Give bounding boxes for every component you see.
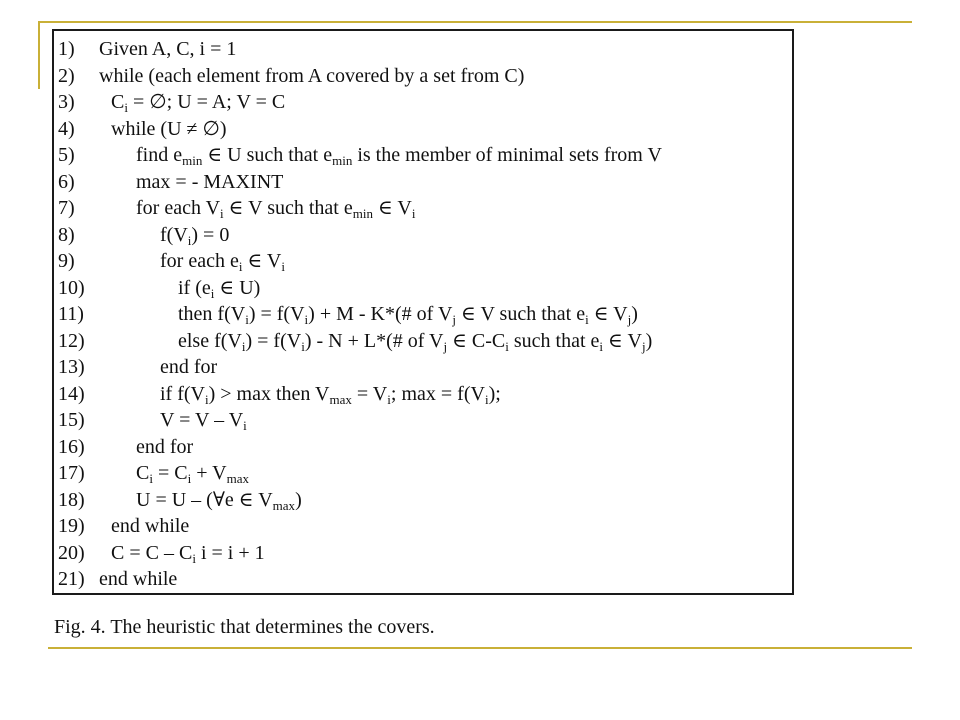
line-number: 3) bbox=[58, 91, 75, 113]
line-number: 5) bbox=[58, 144, 75, 166]
pseudocode-text: $C_i = C_i + V_{max}$ bbox=[136, 462, 249, 486]
line-number: 2) bbox=[58, 64, 75, 87]
pseudocode-text: Given A, C, i = 1 bbox=[99, 38, 237, 60]
line-number: 12) bbox=[58, 329, 85, 352]
pseudocode-text: end while bbox=[99, 568, 178, 590]
pseudocode-text: while (each element from A covered by a set from C) bbox=[99, 64, 525, 87]
line-number: 20) bbox=[58, 541, 85, 564]
pseudocode-text: U = U – (∀e ∈ $V_{max}$) bbox=[136, 488, 302, 513]
pseudocode-text: while (U ≠ ∅) bbox=[111, 117, 227, 140]
line-number: 1) bbox=[58, 38, 75, 60]
line-number: 15) bbox=[58, 409, 85, 431]
line-number: 8) bbox=[58, 223, 75, 246]
algorithm-box bbox=[52, 29, 794, 595]
line-number: 7) bbox=[58, 197, 75, 219]
line-number: 21) bbox=[58, 568, 85, 590]
slide-bottom-rule bbox=[48, 647, 912, 649]
line-number: 16) bbox=[58, 435, 85, 458]
pseudocode-text: $C_i$ = ∅; U = A; V = C bbox=[111, 91, 286, 115]
line-number: 14) bbox=[58, 382, 85, 405]
figure-caption: Fig. 4. The heuristic that determines the covers. bbox=[54, 616, 435, 638]
pseudocode-text: find $e_{min}$ ∈ U such that $e_{min}$ is the member of minimal sets from V bbox=[136, 144, 662, 168]
pseudocode-text: end for bbox=[160, 356, 218, 378]
slide-top-rule bbox=[38, 21, 912, 23]
pseudocode-text: $f(V_i) = 0$ bbox=[160, 223, 230, 248]
slide-left-rule bbox=[38, 21, 40, 89]
line-number: 19) bbox=[58, 515, 85, 537]
line-number: 9) bbox=[58, 250, 75, 272]
pseudocode-text: end while bbox=[111, 515, 190, 537]
pseudocode-text: $C = C - C_i$ i = i + 1 bbox=[111, 541, 265, 566]
line-number: 6) bbox=[58, 170, 75, 193]
pseudocode-text: max = - MAXINT bbox=[136, 170, 284, 193]
pseudocode-text: end for bbox=[136, 435, 194, 458]
line-number: 18) bbox=[58, 488, 85, 511]
pseudocode-text: for each $e_i$ ∈ $V_i$ bbox=[160, 250, 285, 274]
line-number: 4) bbox=[58, 117, 75, 140]
pseudocode-text: if ($e_i$ ∈ U) bbox=[178, 276, 261, 301]
pseudocode-text: if $f(V_i) > \max$ then $V_{max} = V_i$; $\max = f(V_i)$; bbox=[160, 382, 501, 407]
pseudocode-text: $V = V - V_i$ bbox=[160, 409, 247, 433]
pseudocode-text: for each $V_i$ ∈ V such that $e_{min}$ ∈ $V_i$ bbox=[136, 197, 416, 221]
line-number: 17) bbox=[58, 462, 85, 484]
line-number: 10) bbox=[58, 276, 85, 299]
pseudocode-text: then $f(V_i) = f(V_i) + M$ - K*(# of $V_j$ ∈ V such that $e_i$ ∈ $V_j$) bbox=[178, 303, 638, 327]
line-number: 13) bbox=[58, 356, 85, 378]
line-number: 11) bbox=[58, 303, 84, 325]
pseudocode-text: else $f(V_i) = f(V_i) - N$ + L*(# of $V_j$ ∈ $C-C_i$ such that $e_i$ ∈ $V_j$) bbox=[178, 329, 653, 354]
